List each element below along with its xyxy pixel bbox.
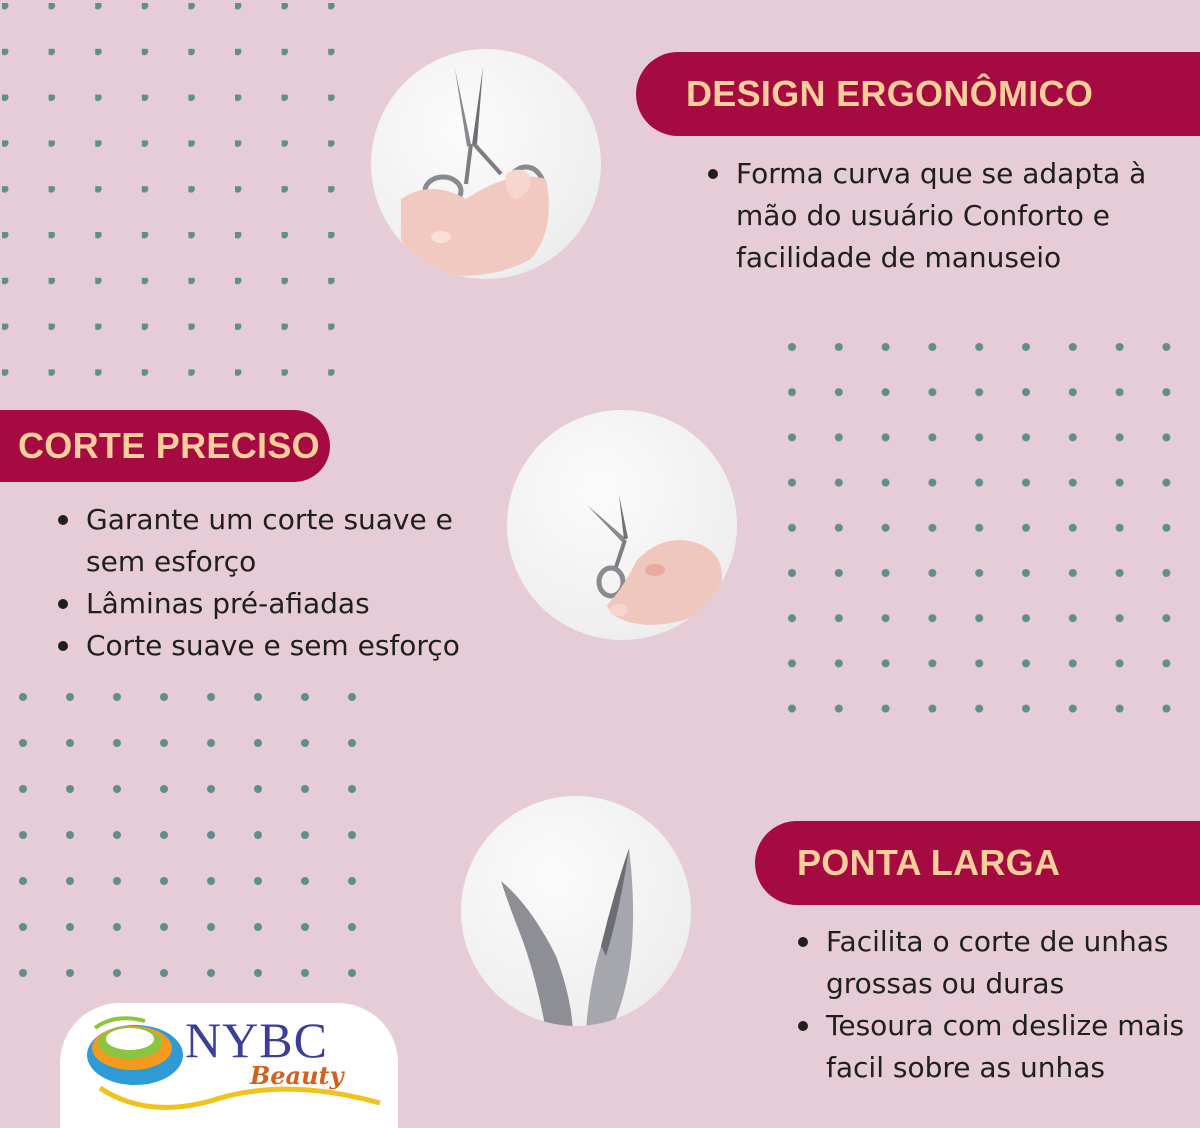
blade-tips-illustration <box>461 796 691 1026</box>
dot-pattern-top-left <box>0 0 345 380</box>
dot-grid <box>18 692 368 982</box>
brand-logo <box>60 1003 398 1128</box>
scissors-fingers-photo <box>507 410 737 640</box>
dot-pattern-bottom-left <box>18 692 368 982</box>
section-bullets-design-ergonomico <box>706 153 1176 279</box>
logo-wordmark: NYBC <box>185 1012 328 1068</box>
section-bullets-ponta-larga <box>796 921 1200 1089</box>
section-bullets-corte-preciso <box>56 499 496 667</box>
section-title-design-ergonomico: DESIGN ERGONÔMICO <box>636 52 1200 136</box>
bullet-item: Tesoura com deslize mais facil sobre as unhas <box>796 1005 1200 1089</box>
bullet-item: Garante um corte suave e sem esforço <box>56 499 496 583</box>
scissors-blade-tips-photo <box>461 796 691 1026</box>
bullet-item: Lâminas pré-afiadas <box>56 583 496 625</box>
logo-subtitle: Beauty <box>250 1061 344 1090</box>
scissors-hand-photo <box>371 49 601 279</box>
scissors-held-illustration <box>507 410 737 640</box>
section-title-ponta-larga: PONTA LARGA <box>755 821 1200 905</box>
dot-grid <box>0 0 345 380</box>
bullet-item: Forma curva que se adapta à mão do usuário Conforto e facilidade de manuseio <box>706 153 1176 279</box>
scissors-in-hand-illustration <box>371 49 601 279</box>
dot-pattern-right <box>785 340 1185 720</box>
dot-grid <box>785 340 1185 720</box>
bullet-item: Facilita o corte de unhas grossas ou duras <box>796 921 1200 1005</box>
section-title-corte-preciso: CORTE PRECISO <box>0 410 330 482</box>
bullet-item: Corte suave e sem esforço <box>56 625 496 667</box>
